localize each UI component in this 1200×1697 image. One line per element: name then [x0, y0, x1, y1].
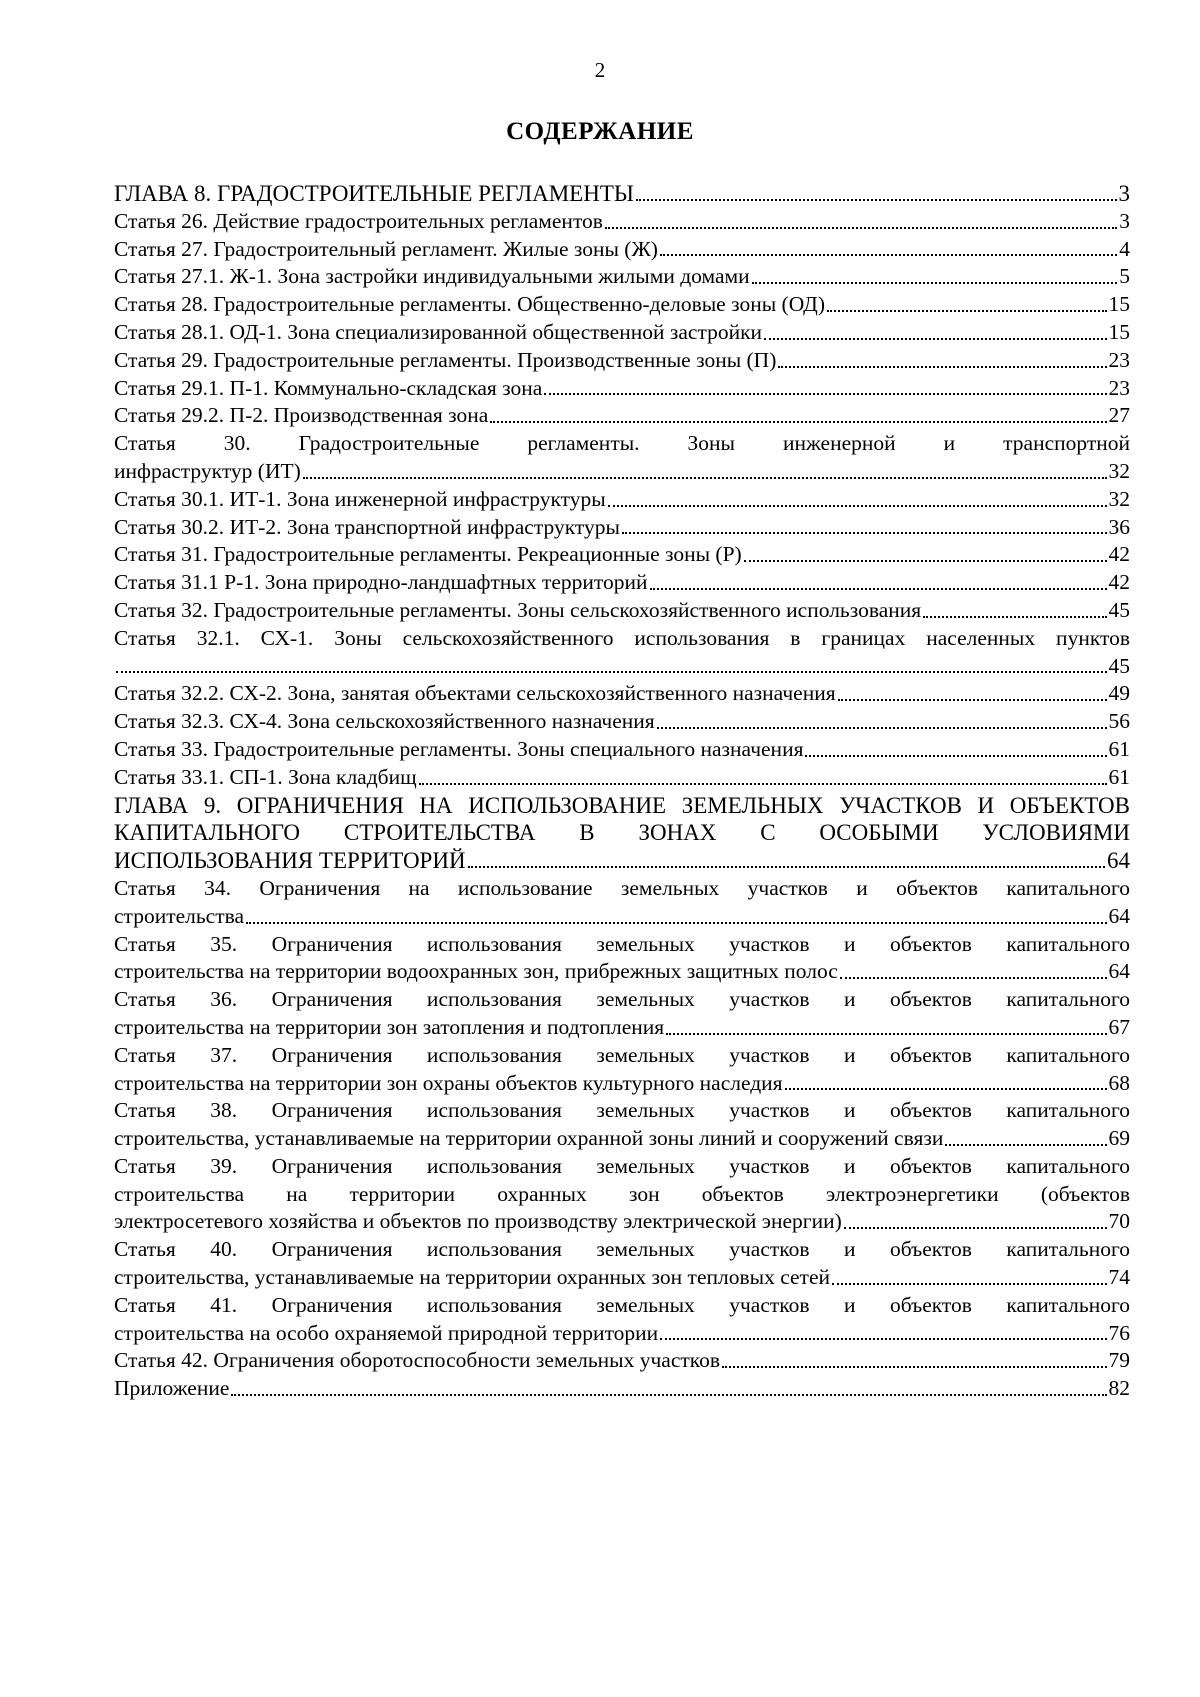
toc-entry[interactable]: [114, 792, 1130, 875]
toc-entry[interactable]: [114, 931, 1130, 987]
toc-page-number: 3: [1118, 181, 1130, 206]
toc-entry[interactable]: [114, 180, 1130, 208]
toc-entry-title: Статья 27. Градостроительный регламент. Жилые зоны (Ж): [114, 236, 658, 261]
toc-page-number: 64: [1107, 848, 1130, 874]
toc-page-number: 68: [1108, 1070, 1130, 1095]
toc-entry-line: Статья 37. Ограничения использования земельных участков и объектов капитального: [114, 1042, 1130, 1067]
dot-leader: [468, 865, 1105, 868]
dot-leader: [650, 587, 1107, 590]
toc-page-number: 3: [1119, 208, 1130, 233]
dot-leader: [660, 1337, 1106, 1340]
toc-page-number: 15: [1108, 292, 1130, 317]
toc-entry[interactable]: [114, 736, 1130, 764]
dot-leader: [832, 1282, 1107, 1285]
toc-entry[interactable]: [114, 319, 1130, 347]
toc-entry[interactable]: [114, 1097, 1130, 1153]
toc-entry-line: строительства на территории охранных зон объектов электроэнергетики (объектов: [114, 1181, 1130, 1206]
dot-leader: [844, 1226, 1107, 1229]
toc-page-number: 64: [1108, 903, 1130, 928]
toc-page-number: 74: [1108, 1265, 1130, 1290]
toc-entry[interactable]: [114, 236, 1130, 264]
toc-page-number: 64: [1108, 959, 1130, 984]
toc-entry-title: Статья 31.1 Р-1. Зона природно-ландшафтных территорий: [114, 570, 648, 595]
toc-entry-title: Статья 42. Ограничения оборотоспособности земельных участков: [114, 1348, 721, 1373]
toc-entry-title: инфраструктур (ИТ): [114, 458, 301, 483]
toc-entry[interactable]: [114, 569, 1130, 597]
toc-entry-title: Статья 32.3. СХ-4. Зона сельскохозяйственного назначения: [114, 709, 655, 734]
dot-leader: [116, 670, 1107, 673]
toc-entry-line: Статья 30. Градостроительные регламенты. Зоны инженерной и транспортной: [114, 431, 1130, 456]
toc-entry[interactable]: [114, 541, 1130, 569]
toc-entry-title: Статья 32.2. СХ-2. Зона, занятая объектами сельскохозяйственного назначения: [114, 681, 836, 706]
toc-page-number: 15: [1108, 319, 1130, 344]
toc-page-number: 56: [1108, 709, 1130, 734]
toc-page-number: 32: [1108, 486, 1130, 511]
toc-entry[interactable]: [114, 1153, 1130, 1236]
toc-page-number: 42: [1108, 542, 1130, 567]
toc-entry-title: Статья 29.2. П-2. Производственная зона: [114, 403, 489, 428]
dot-leader: [608, 504, 1107, 507]
toc-page-number: 45: [1108, 597, 1130, 622]
toc-entry[interactable]: [114, 291, 1130, 319]
dot-leader: [666, 1032, 1106, 1035]
toc-entry-line: Статья 35. Ограничения использования земельных участков и объектов капитального: [114, 931, 1130, 956]
toc-entry-line: Статья 36. Ограничения использования земельных участков и объектов капитального: [114, 987, 1130, 1012]
toc-entry-line: Статья 41. Ограничения использования земельных участков и объектов капитального: [114, 1292, 1130, 1317]
toc-page-number: 67: [1108, 1014, 1130, 1039]
toc-entry-title: строительства, устанавливаемые на территории охранных зон тепловых сетей: [114, 1265, 830, 1290]
dot-leader: [419, 782, 1107, 785]
dot-leader: [722, 1365, 1106, 1368]
toc-entry-title: Статья 32. Градостроительные регламенты. Зоны сельскохозяйственного использования: [114, 597, 922, 622]
toc-page-number: 69: [1108, 1126, 1130, 1151]
page-number: 2: [594, 58, 606, 82]
toc-entry-title: Статья 29.1. П-1. Коммунально-складская зона: [114, 375, 543, 400]
toc-page-number: 32: [1108, 458, 1130, 483]
toc-entry-title: ИСПОЛЬЗОВАНИЯ ТЕРРИТОРИЙ: [114, 848, 466, 874]
toc-entry-line: Статья 34. Ограничения на использование земельных участков и объектов капитального: [114, 875, 1130, 900]
toc-page-number: 23: [1108, 375, 1130, 400]
toc-page-number: 45: [1108, 653, 1130, 678]
toc-entry-title: строительства на особо охраняемой природной территории: [114, 1320, 659, 1345]
dot-leader: [622, 531, 1107, 534]
toc-entry-title: строительства: [114, 903, 245, 928]
dot-leader: [660, 253, 1117, 256]
toc-page-number: 70: [1108, 1209, 1130, 1234]
toc-entry-line: Статья 38. Ограничения использования земельных участков и объектов капитального: [114, 1098, 1130, 1123]
dot-leader: [744, 559, 1107, 562]
toc-entry-line: Статья 32.1. СХ-1. Зоны сельскохозяйственного использования в границах населенных пунктов: [114, 625, 1130, 650]
toc-entry-line: ГЛАВА 9. ОГРАНИЧЕНИЯ НА ИСПОЛЬЗОВАНИЕ ЗЕМЕЛЬНЫХ УЧАСТКОВ И ОБЪЕКТОВ: [114, 792, 1130, 818]
dot-leader: [805, 754, 1106, 757]
toc-entry-line: Статья 40. Ограничения использования земельных участков и объектов капитального: [114, 1237, 1130, 1262]
toc-entry[interactable]: [114, 597, 1130, 625]
toc-entry-title: ГЛАВА 8. ГРАДОСТРОИТЕЛЬНЫЕ РЕГЛАМЕНТЫ: [114, 181, 634, 206]
dot-leader: [657, 726, 1107, 729]
toc-entry[interactable]: [114, 402, 1130, 430]
toc-entry[interactable]: [114, 1236, 1130, 1292]
toc-page-number: 5: [1119, 264, 1130, 289]
dot-leader: [246, 921, 1106, 924]
toc-entry-title: Статья 33.1. СП-1. Зона кладбищ: [114, 764, 417, 789]
toc-entry-title: строительства, устанавливаемые на территории охранной зоны линий и сооружений связи: [114, 1126, 944, 1151]
toc-entry-title: электросетевого хозяйства и объектов по производству электрической энергии): [114, 1209, 842, 1234]
toc-page-number: 4: [1119, 236, 1130, 261]
toc-page-number: 49: [1108, 681, 1130, 706]
toc-entry[interactable]: [114, 263, 1130, 291]
toc-entry[interactable]: [114, 208, 1130, 236]
toc-entry[interactable]: [114, 514, 1130, 542]
toc-entry[interactable]: [114, 486, 1130, 514]
toc-entry[interactable]: [114, 1375, 1130, 1403]
toc-page-number: 36: [1108, 514, 1130, 539]
toc-entry-title: Статья 29. Градостроительные регламенты. Производственные зоны (П): [114, 347, 777, 372]
toc-entry[interactable]: [114, 1292, 1130, 1348]
toc-entry-title: строительства на территории зон охраны объектов культурного наследия: [114, 1070, 783, 1095]
toc-entry-title: Статья 28. Градостроительные регламенты. Общественно-деловые зоны (ОД): [114, 292, 825, 317]
toc-entry-title: строительства на территории зон затопления и подтопления: [114, 1014, 665, 1039]
toc-page-number: 27: [1108, 403, 1130, 428]
dot-leader: [945, 1143, 1106, 1146]
toc-entry-title: Приложение: [114, 1376, 230, 1401]
toc-entry[interactable]: [114, 1347, 1130, 1375]
toc-entry-title: Статья 27.1. Ж-1. Зона застройки индивидуальными жилыми домами: [114, 264, 750, 289]
toc-title: СОДЕРЖАНИЕ: [506, 118, 694, 145]
dot-leader: [840, 976, 1107, 979]
toc-entry[interactable]: [114, 708, 1130, 736]
toc-entry-title: Статья 33. Градостроительные регламенты. Зоны специального назначения: [114, 736, 804, 761]
toc-entry-title: Статья 30.2. ИТ-2. Зона транспортной инфраструктуры: [114, 514, 620, 539]
toc-entry-title: Статья 28.1. ОД-1. Зона специализированной общественной застройки: [114, 319, 763, 344]
toc-page-number: 23: [1108, 347, 1130, 372]
dot-leader: [785, 1087, 1107, 1090]
toc-entry[interactable]: [114, 1042, 1130, 1098]
toc-entry-title: Статья 31. Градостроительные регламенты. Рекреационные зоны (Р): [114, 542, 742, 567]
toc-entry-title: строительства на территории водоохранных зон, прибрежных защитных полос: [114, 959, 838, 984]
toc-entry-title: Статья 30.1. ИТ-1. Зона инженерной инфраструктуры: [114, 486, 606, 511]
dot-leader: [605, 226, 1117, 229]
toc-entry[interactable]: [114, 680, 1130, 708]
toc-page-number: 61: [1108, 736, 1130, 761]
dot-leader: [752, 281, 1118, 284]
toc-entry[interactable]: [114, 986, 1130, 1042]
dot-leader: [231, 1393, 1106, 1396]
dot-leader: [838, 698, 1107, 701]
dot-leader: [923, 615, 1106, 618]
toc-entry-line: КАПИТАЛЬНОГО СТРОИТЕЛЬСТВА В ЗОНАХ С ОСОБЫМИ УСЛОВИЯМИ: [114, 820, 1130, 846]
toc-entry-line: Статья 39. Ограничения использования земельных участков и объектов капитального: [114, 1153, 1130, 1178]
dot-leader: [544, 392, 1106, 395]
toc-page-number: 42: [1108, 570, 1130, 595]
dot-leader: [303, 476, 1107, 479]
table-of-contents: [114, 180, 1130, 1403]
toc-entry[interactable]: [114, 375, 1130, 403]
toc-entry[interactable]: [114, 875, 1130, 931]
dot-leader: [764, 337, 1106, 340]
toc-page-number: 61: [1108, 764, 1130, 789]
toc-entry[interactable]: [114, 430, 1130, 486]
dot-leader: [778, 365, 1106, 368]
toc-page-number: 79: [1108, 1348, 1130, 1373]
toc-entry[interactable]: [114, 347, 1130, 375]
dot-leader: [827, 309, 1107, 312]
toc-entry[interactable]: [114, 625, 1130, 681]
dot-leader: [636, 198, 1117, 201]
toc-entry[interactable]: [114, 764, 1130, 792]
dot-leader: [490, 420, 1106, 423]
toc-page-number: 82: [1108, 1376, 1130, 1401]
toc-entry-title: Статья 26. Действие градостроительных регламентов: [114, 208, 603, 233]
toc-page-number: 76: [1108, 1320, 1130, 1345]
